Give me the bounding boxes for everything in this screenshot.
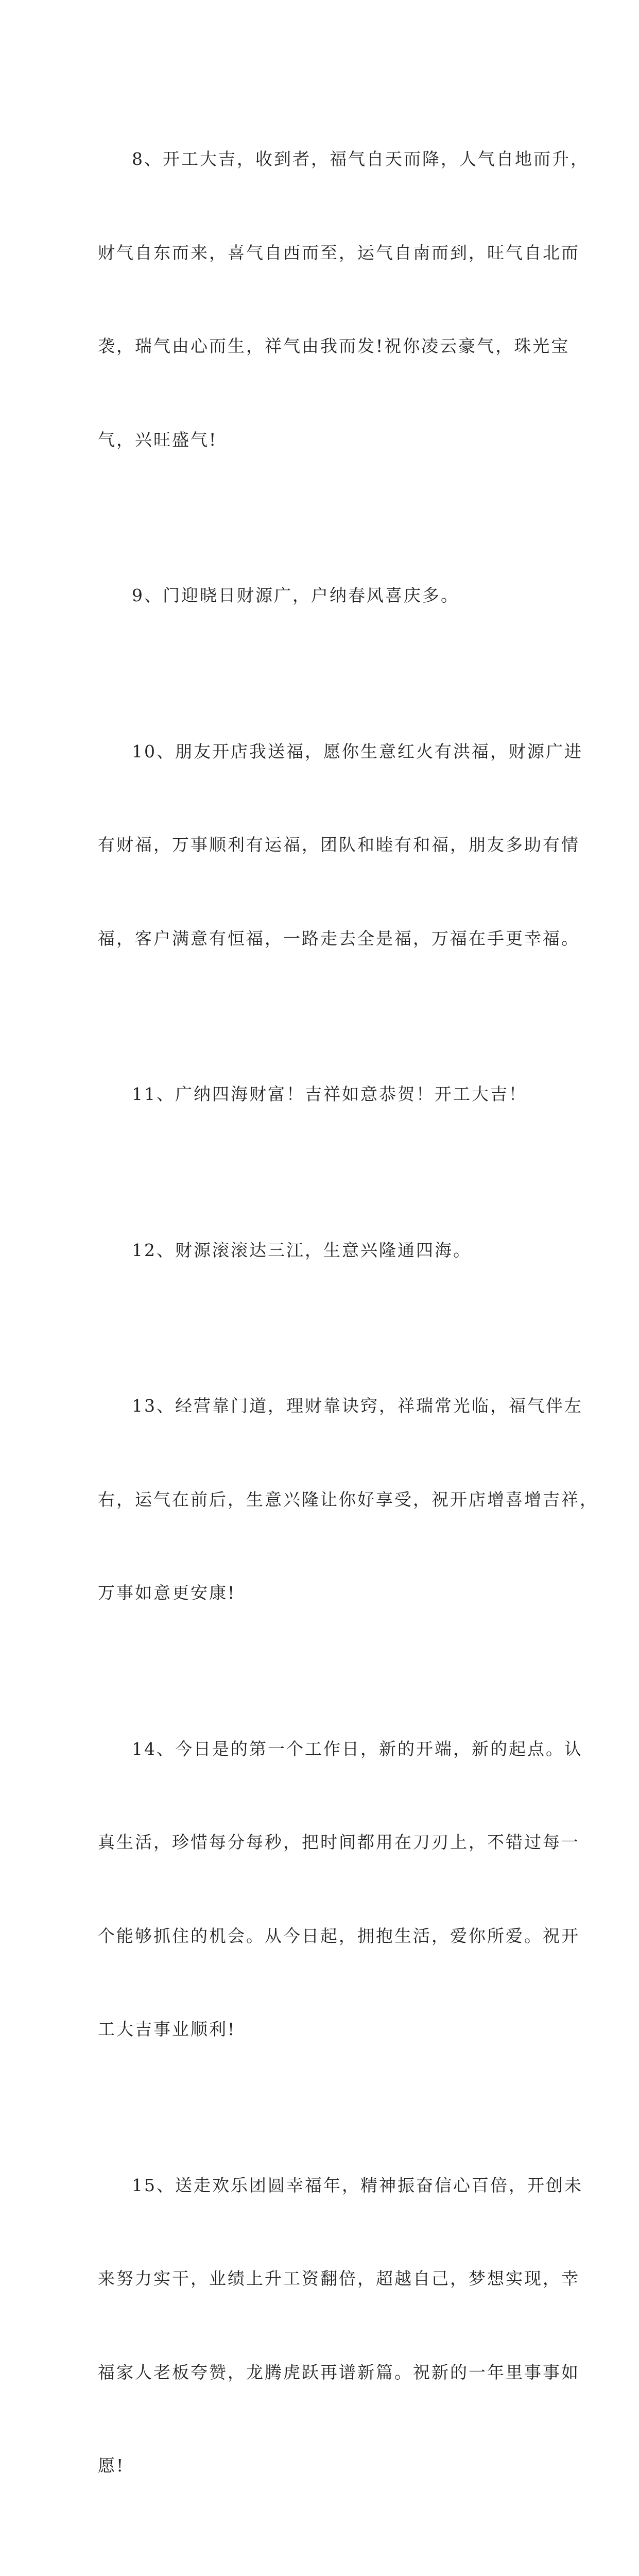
text-line: 福，客户满意有恒福，一路走去全是福，万福在手更幸福。 — [98, 923, 556, 955]
paragraph-8 — [98, 81, 556, 518]
paragraph-15 — [98, 2108, 556, 2544]
paragraph-11 — [98, 1016, 556, 1173]
text-line: 13、经营靠门道，理财靠诀窍，祥瑞常光临，福气伴左 — [98, 1391, 556, 1422]
text-line: 财气自东而来，喜气自西而至，运气自南而到，旺气自北而 — [98, 238, 556, 269]
text-line: 9、门迎晓日财源广，户纳春风喜庆多。 — [98, 580, 556, 612]
document-page — [0, 0, 639, 904]
paragraph-13 — [98, 1328, 556, 1671]
text-line: 12、财源滚滚达三江，生意兴隆通四海。 — [98, 1235, 556, 1266]
text-line: 个能够抓住的机会。从今日起，拥抱生活，爱你所爱。祝开 — [98, 1921, 556, 1952]
document-body — [98, 81, 556, 2576]
text-line: 袭，瑞气由心而生，祥气由我而发!祝你凌云豪气，珠光宝 — [98, 331, 556, 362]
paragraph-9 — [98, 518, 556, 674]
text-line: 万事如意更安康! — [98, 1578, 556, 1609]
text-line: 10、朋友开店我送福，愿你生意红火有洪福，财源广进 — [98, 736, 556, 768]
text-line: 右，运气在前后，生意兴隆让你好享受，祝开店增喜增吉祥， — [98, 1484, 556, 1516]
text-line: 有财福，万事顺利有运福，团队和睦有和福，朋友多助有情 — [98, 829, 556, 861]
paragraph-12 — [98, 1173, 556, 1329]
text-line: 愿! — [98, 2450, 556, 2482]
paragraph-16 — [98, 2544, 556, 2576]
paragraph-10 — [98, 674, 556, 1017]
text-line: 8、开工大吉，收到者，福气自天而降，人气自地而升， — [98, 144, 556, 175]
text-line: 福家人老板夸赞，龙腾虎跃再谱新篇。祝新的一年里事事如 — [98, 2357, 556, 2388]
text-line: 来努力实干，业绩上升工资翻倍，超越自己，梦想实现，幸 — [98, 2263, 556, 2295]
paragraph-14 — [98, 1671, 556, 2108]
text-line: 14、今日是的第一个工作日，新的开端，新的起点。认 — [98, 1734, 556, 1765]
text-line: 真生活，珍惜每分每秒，把时间都用在刀刃上，不错过每一 — [98, 1827, 556, 1858]
text-line: 11、广纳四海财富！吉祥如意恭贺！开工大吉！ — [98, 1079, 556, 1110]
text-line: 工大吉事业顺利! — [98, 2014, 556, 2045]
text-line: 气，兴旺盛气! — [98, 425, 556, 456]
text-line: 15、送走欢乐团圆幸福年，精神振奋信心百倍，开创未 — [98, 2170, 556, 2201]
